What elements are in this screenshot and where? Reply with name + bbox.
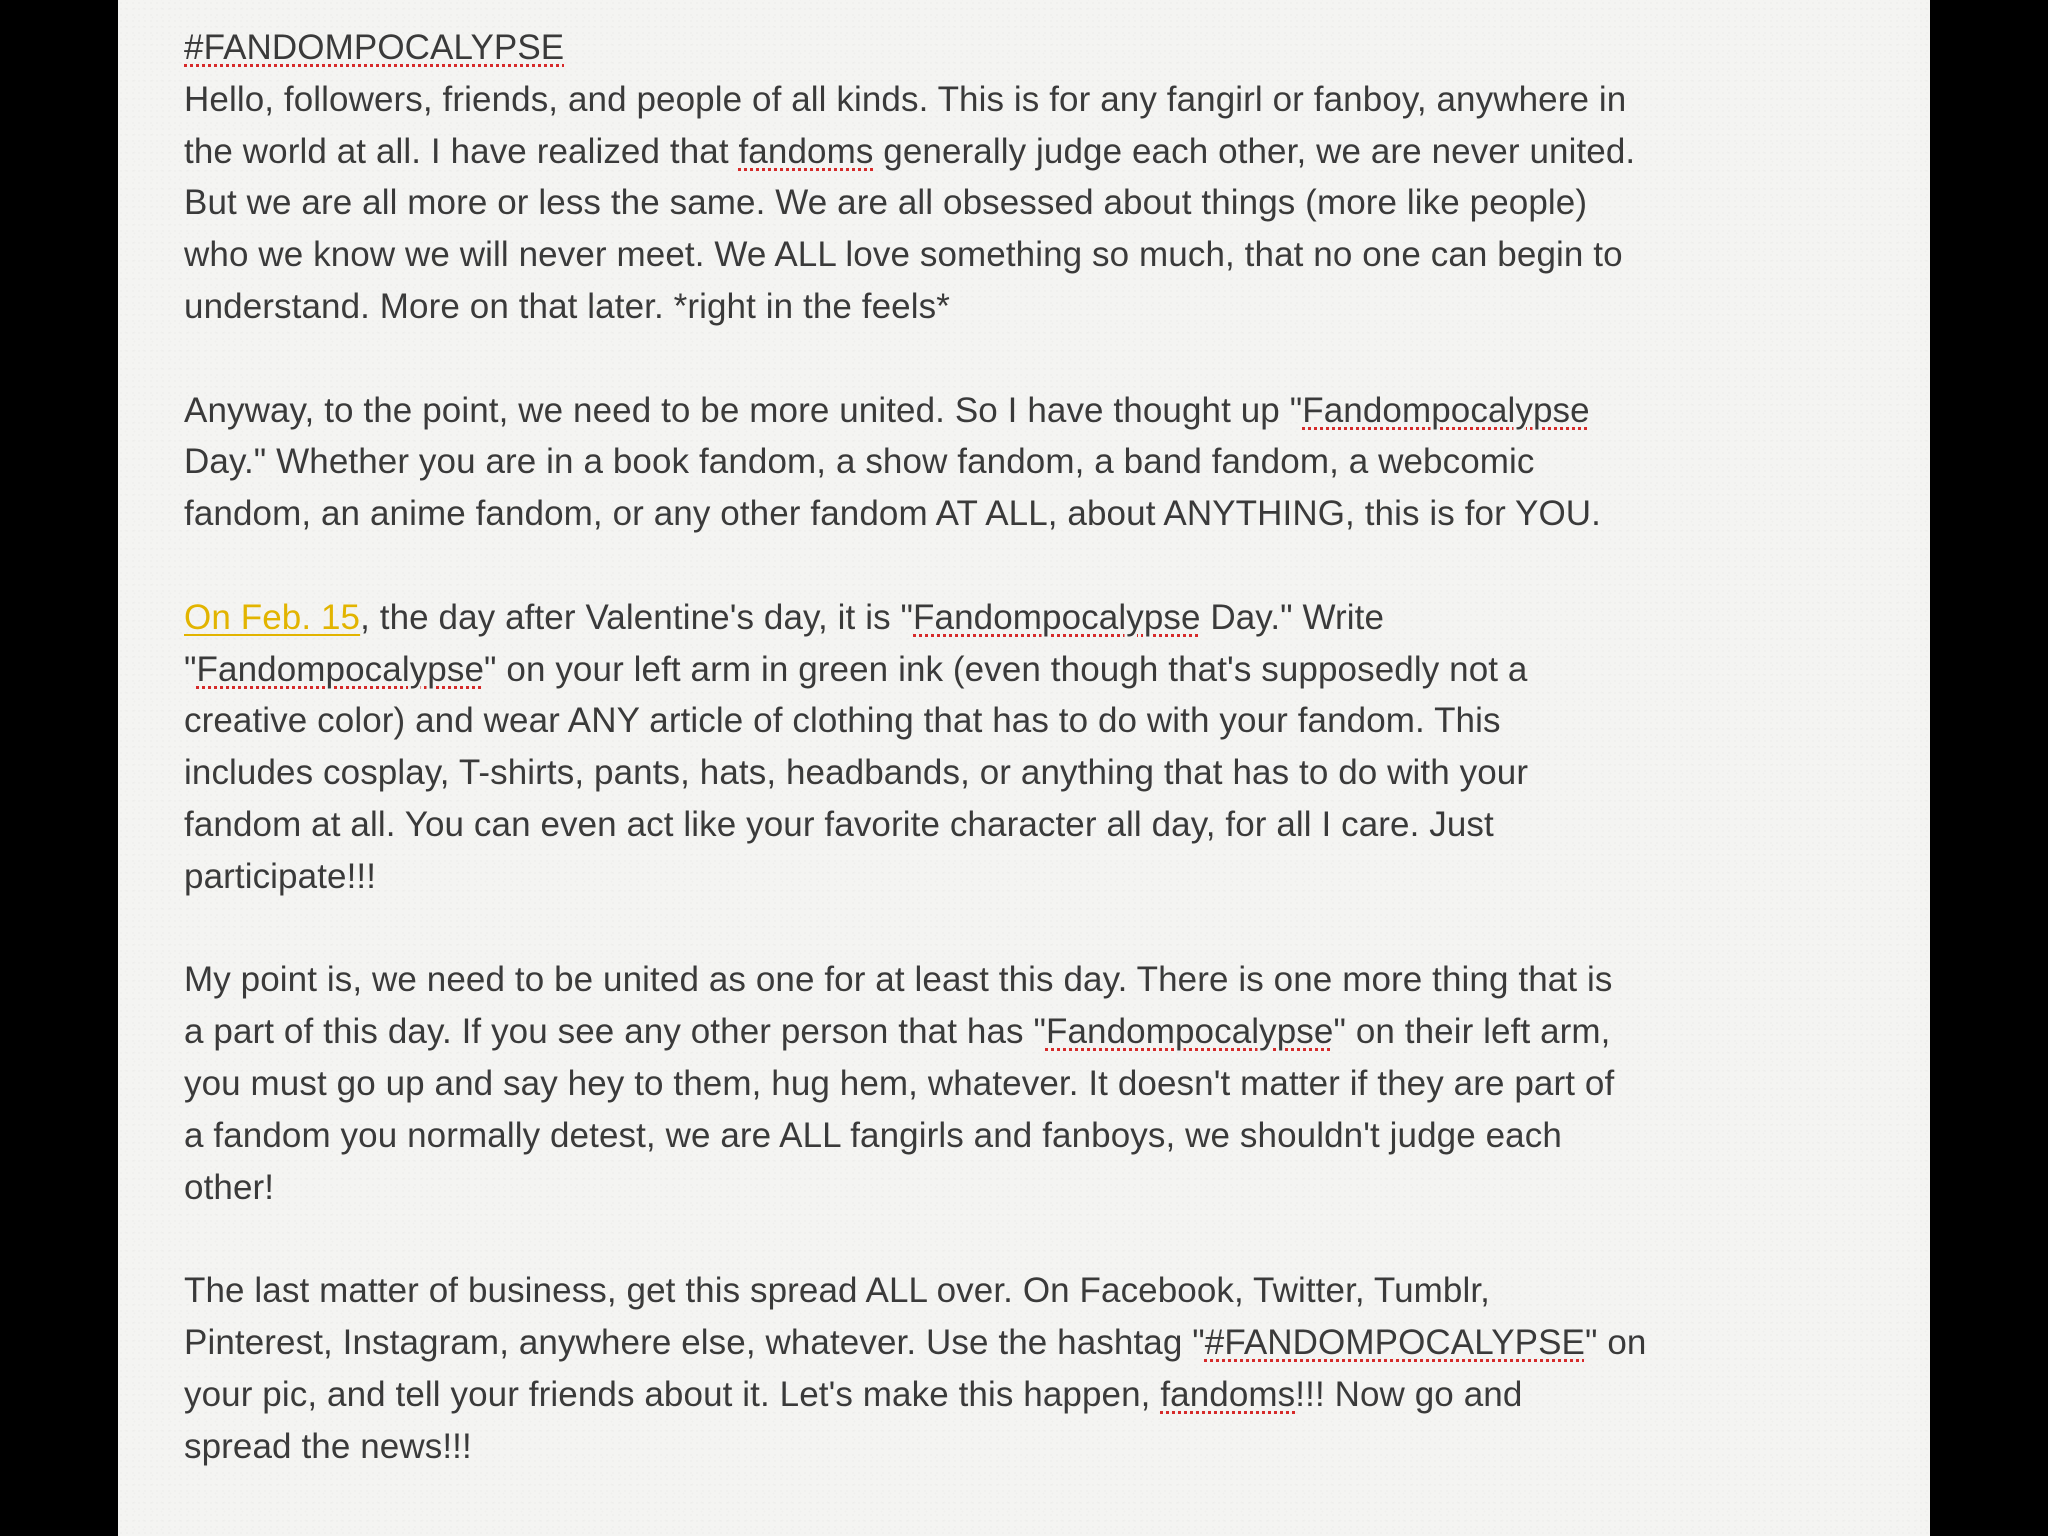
paragraph-3 <box>184 592 1984 903</box>
text-run: generally judge each other, we are never united. <box>873 131 1636 171</box>
text-run: " on your left arm in green ink (even though that's supposedly not a <box>484 649 1528 689</box>
spellcheck-word[interactable]: Fandompocalypse <box>913 597 1201 637</box>
text-line: who we know we will never meet. We ALL love something so much, that no one can begin to <box>184 235 1623 275</box>
blank-line <box>184 1213 1984 1265</box>
text-line: My point is, we need to be united as one for at least this day. There is one more thing that is <box>184 960 1613 1000</box>
text-run: " on <box>1584 1322 1647 1362</box>
text-line <box>184 1369 1984 1421</box>
spellcheck-word[interactable]: Fandompocalypse <box>196 649 485 689</box>
note-page[interactable] <box>118 0 1930 1536</box>
text-line <box>184 644 1984 696</box>
text-line: includes cosplay, T-shirts, pants, hats, headbands, or anything that has to do with your <box>184 753 1529 793</box>
text-run: the world at all. I have realized that <box>184 131 739 171</box>
text-run: " on their left arm, <box>1333 1012 1611 1052</box>
text-line: But we are all more or less the same. We are all obsessed about things (more like people) <box>184 183 1588 223</box>
text-run: a part of this day. If you see any other person that has " <box>184 1012 1046 1052</box>
text-line <box>184 1317 1984 1369</box>
text-line: Hello, followers, friends, and people of all kinds. This is for any fangirl or fanboy, anywhere in <box>184 79 1627 119</box>
spellcheck-word[interactable]: Fandompocalypse <box>1302 390 1590 430</box>
text-line: The last matter of business, get this spread ALL over. On Facebook, Twitter, Tumblr, <box>184 1271 1490 1311</box>
text-run: Pinterest, Instagram, anywhere else, whatever. Use the hashtag " <box>184 1322 1205 1362</box>
blank-line <box>184 540 1984 592</box>
blank-line <box>184 333 1984 385</box>
text-line <box>184 1006 1984 1058</box>
text-line <box>184 385 1984 437</box>
text-line: creative color) and wear ANY article of clothing that has to do with your fandom. This <box>184 701 1501 741</box>
text-line: participate!!! <box>184 856 377 896</box>
text-line: understand. More on that later. *right in the feels* <box>184 286 950 326</box>
text-line: Day." Whether you are in a book fandom, a show fandom, a band fandom, a webcomic <box>184 442 1535 482</box>
text-line: other! <box>184 1167 275 1207</box>
text-run: your pic, and tell your friends about it. Let's make this happen, <box>184 1374 1161 1414</box>
spellcheck-word[interactable]: fandoms <box>738 131 874 171</box>
text-run: , the day after Valentine's day, it is " <box>360 597 914 637</box>
blank-line <box>184 903 1984 955</box>
note-title-line <box>184 22 1984 74</box>
text-run: " <box>184 649 197 689</box>
spellcheck-word[interactable]: #FANDOMPOCALYPSE <box>184 28 565 67</box>
text-run: !!! Now go and <box>1295 1374 1523 1414</box>
text-line: spread the news!!! <box>184 1426 472 1466</box>
text-line: fandom at all. You can even act like your favorite character all day, for all I care. Just <box>184 804 1494 844</box>
paragraph-1 <box>184 74 1984 333</box>
spellcheck-word[interactable]: fandoms <box>1160 1374 1296 1414</box>
date-link[interactable]: On Feb. 15 <box>184 597 361 637</box>
text-line: fandom, an anime fandom, or any other fandom AT ALL, about ANYTHING, this is for YOU. <box>184 494 1601 534</box>
text-line: a fandom you normally detest, we are ALL fangirls and fanboys, we shouldn't judge each <box>184 1115 1562 1155</box>
text-line: you must go up and say hey to them, hug hem, whatever. It doesn't matter if they are part of <box>184 1063 1615 1103</box>
text-line <box>184 126 1984 178</box>
paragraph-4 <box>184 954 1984 1213</box>
spellcheck-word[interactable]: Fandompocalypse <box>1045 1012 1334 1052</box>
paragraph-2 <box>184 385 1984 540</box>
text-line <box>184 592 1984 644</box>
text-run: Day." Write <box>1200 597 1385 637</box>
note-body[interactable] <box>184 22 1984 1472</box>
spellcheck-word[interactable]: #FANDOMPOCALYPSE <box>1204 1322 1585 1362</box>
text-run: Anyway, to the point, we need to be more united. So I have thought up " <box>184 390 1303 430</box>
paragraph-5 <box>184 1265 1984 1472</box>
